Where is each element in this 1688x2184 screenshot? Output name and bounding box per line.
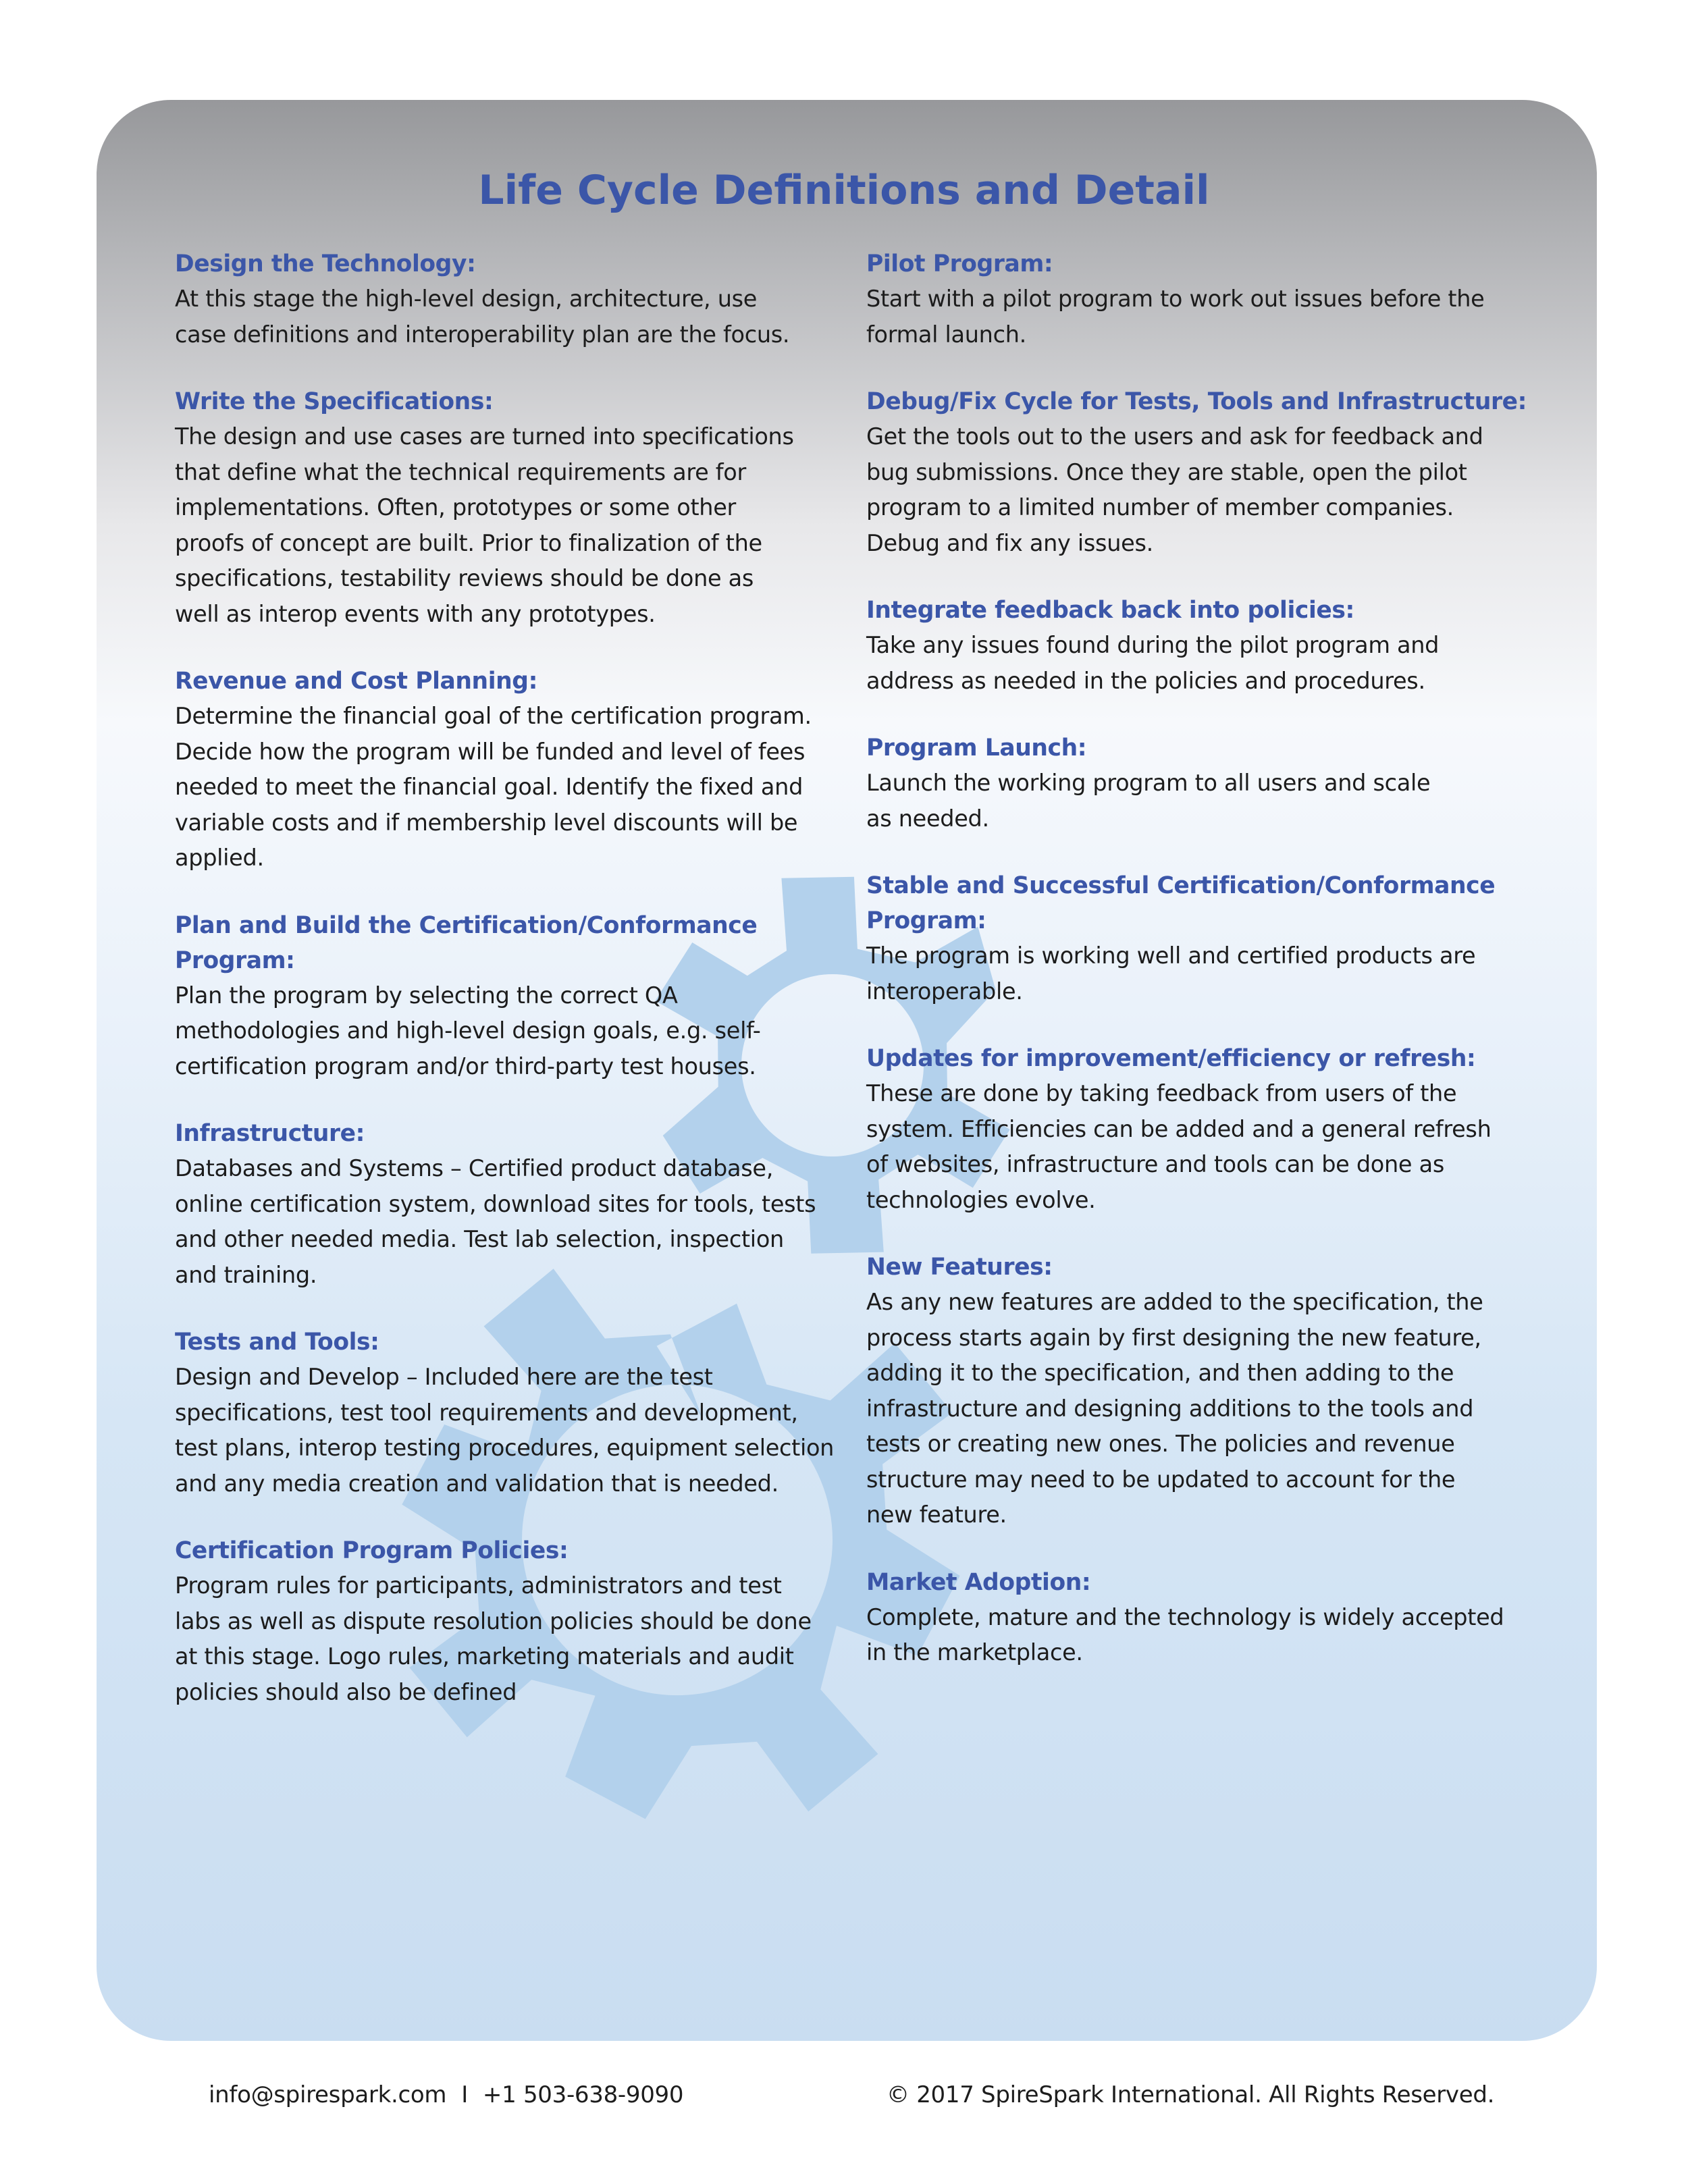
section-text: Start with a pilot program to work out issues before the formal launch. [866, 286, 1485, 348]
section-updates-refresh [866, 1041, 1541, 1218]
footer-phone[interactable]: +1 503-638-9090 [482, 2081, 684, 2108]
right-column [866, 246, 1541, 1703]
section-text: Plan the program by selecting the correct QA methodologies and high-level design goals, e.g. self- certification program and/or third-party test houses. [175, 982, 761, 1080]
section-text: Get the tools out to the users and ask for feedback and bug submissions. Once they are stable, open the pilot program to a limited number of member companies. Debug and fix any issues. [866, 423, 1483, 556]
section-text: Databases and Systems – Certified product database, online certification system, download sites for tools, tests and other needed media. Test lab selection, inspection and training. [175, 1155, 816, 1288]
section-text: As any new features are added to the specification, the process starts again by first designing the new feature, adding it to the specification, and then adding to the infrastructure and designing additions to the tools and tests or creating new ones. The policies and revenue structure may need to be updated to account for the new feature. [866, 1289, 1483, 1528]
section-certification-policies [175, 1533, 850, 1710]
page-title: Life Cycle Definitions and Detail [478, 167, 1210, 214]
section-text: These are done by taking feedback from users of the system. Efficiencies can be added and a general refresh of websites, infrastructure and tools can be done as technologies evolve. [866, 1080, 1492, 1213]
section-heading: Certification Program Policies: [175, 1537, 569, 1564]
section-text: Determine the financial goal of the certification program. Decide how the program will be funded and level of fees needed to meet the financial goal. Identify the fixed and variable costs and if membership level discounts will be applied. [175, 703, 812, 871]
section-heading: Debug/Fix Cycle for Tests, Tools and Infrastructure: [866, 388, 1527, 415]
section-market-adoption [866, 1565, 1541, 1671]
footer-copyright: © 2017 SpireSpark International. All Rights Reserved. [887, 2081, 1495, 2108]
section-heading: Design the Technology: [175, 250, 476, 277]
section-text: The program is working well and certified products are interoperable. [866, 942, 1476, 1005]
section-integrate-feedback [866, 593, 1541, 699]
section-heading: Write the Specifications: [175, 388, 494, 415]
section-heading: Revenue and Cost Planning: [175, 668, 537, 695]
section-pilot-program [866, 246, 1541, 352]
section-heading: Market Adoption: [866, 1568, 1091, 1596]
footer-separator: I [461, 2081, 468, 2108]
section-heading: Integrate feedback back into policies: [866, 597, 1354, 624]
section-design-technology [175, 246, 850, 352]
footer-contact [209, 2078, 683, 2112]
section-heading: Plan and Build the Certification/Conformance Program: [175, 911, 758, 974]
section-plan-build-program [175, 908, 850, 1085]
section-text: Design and Develop – Included here are the test specifications, test tool requirements and development, test plans, interop testing procedures, equipment selection and any media creation and validation that is needed. [175, 1364, 835, 1497]
section-text: The design and use cases are turned into specifications that define what the technical requirements are for implementations. Often, prototypes or some other proofs of concept are built. Prior to finalization of the specifications, testability reviews should be done as well as interop events with any prototypes. [175, 423, 794, 627]
footer-email[interactable]: info@spirespark.com [209, 2081, 447, 2108]
section-infrastructure [175, 1116, 850, 1293]
section-tests-tools [175, 1325, 850, 1501]
section-heading: Infrastructure: [175, 1120, 365, 1147]
section-heading: Tests and Tools: [175, 1329, 379, 1356]
section-text: Program rules for participants, administrators and test labs as well as dispute resolution policies should be done at this stage. Logo rules, marketing materials and audit policies should also be defined [175, 1572, 812, 1705]
section-text: Complete, mature and the technology is widely accepted in the marketplace. [866, 1603, 1504, 1666]
section-text: At this stage the high-level design, architecture, use case definitions and interoperability plan are the focus. [175, 286, 790, 348]
section-heading: Stable and Successful Certification/Conformance Program: [866, 872, 1496, 934]
section-heading: New Features: [866, 1254, 1053, 1281]
section-revenue-cost-planning [175, 664, 850, 876]
left-column [175, 246, 850, 1742]
section-write-specifications [175, 384, 850, 632]
section-program-launch [866, 730, 1541, 836]
section-stable-program [866, 868, 1541, 1009]
section-heading: Program Launch: [866, 735, 1087, 762]
section-text: Take any issues found during the pilot program and address as needed in the policies and procedures. [866, 632, 1440, 694]
section-heading: Pilot Program: [866, 250, 1053, 277]
section-new-features [866, 1250, 1541, 1533]
section-debug-fix-cycle [866, 384, 1541, 561]
section-text: Launch the working program to all users and scale as needed. [866, 770, 1431, 832]
section-heading: Updates for improvement/efficiency or refresh: [866, 1045, 1476, 1072]
